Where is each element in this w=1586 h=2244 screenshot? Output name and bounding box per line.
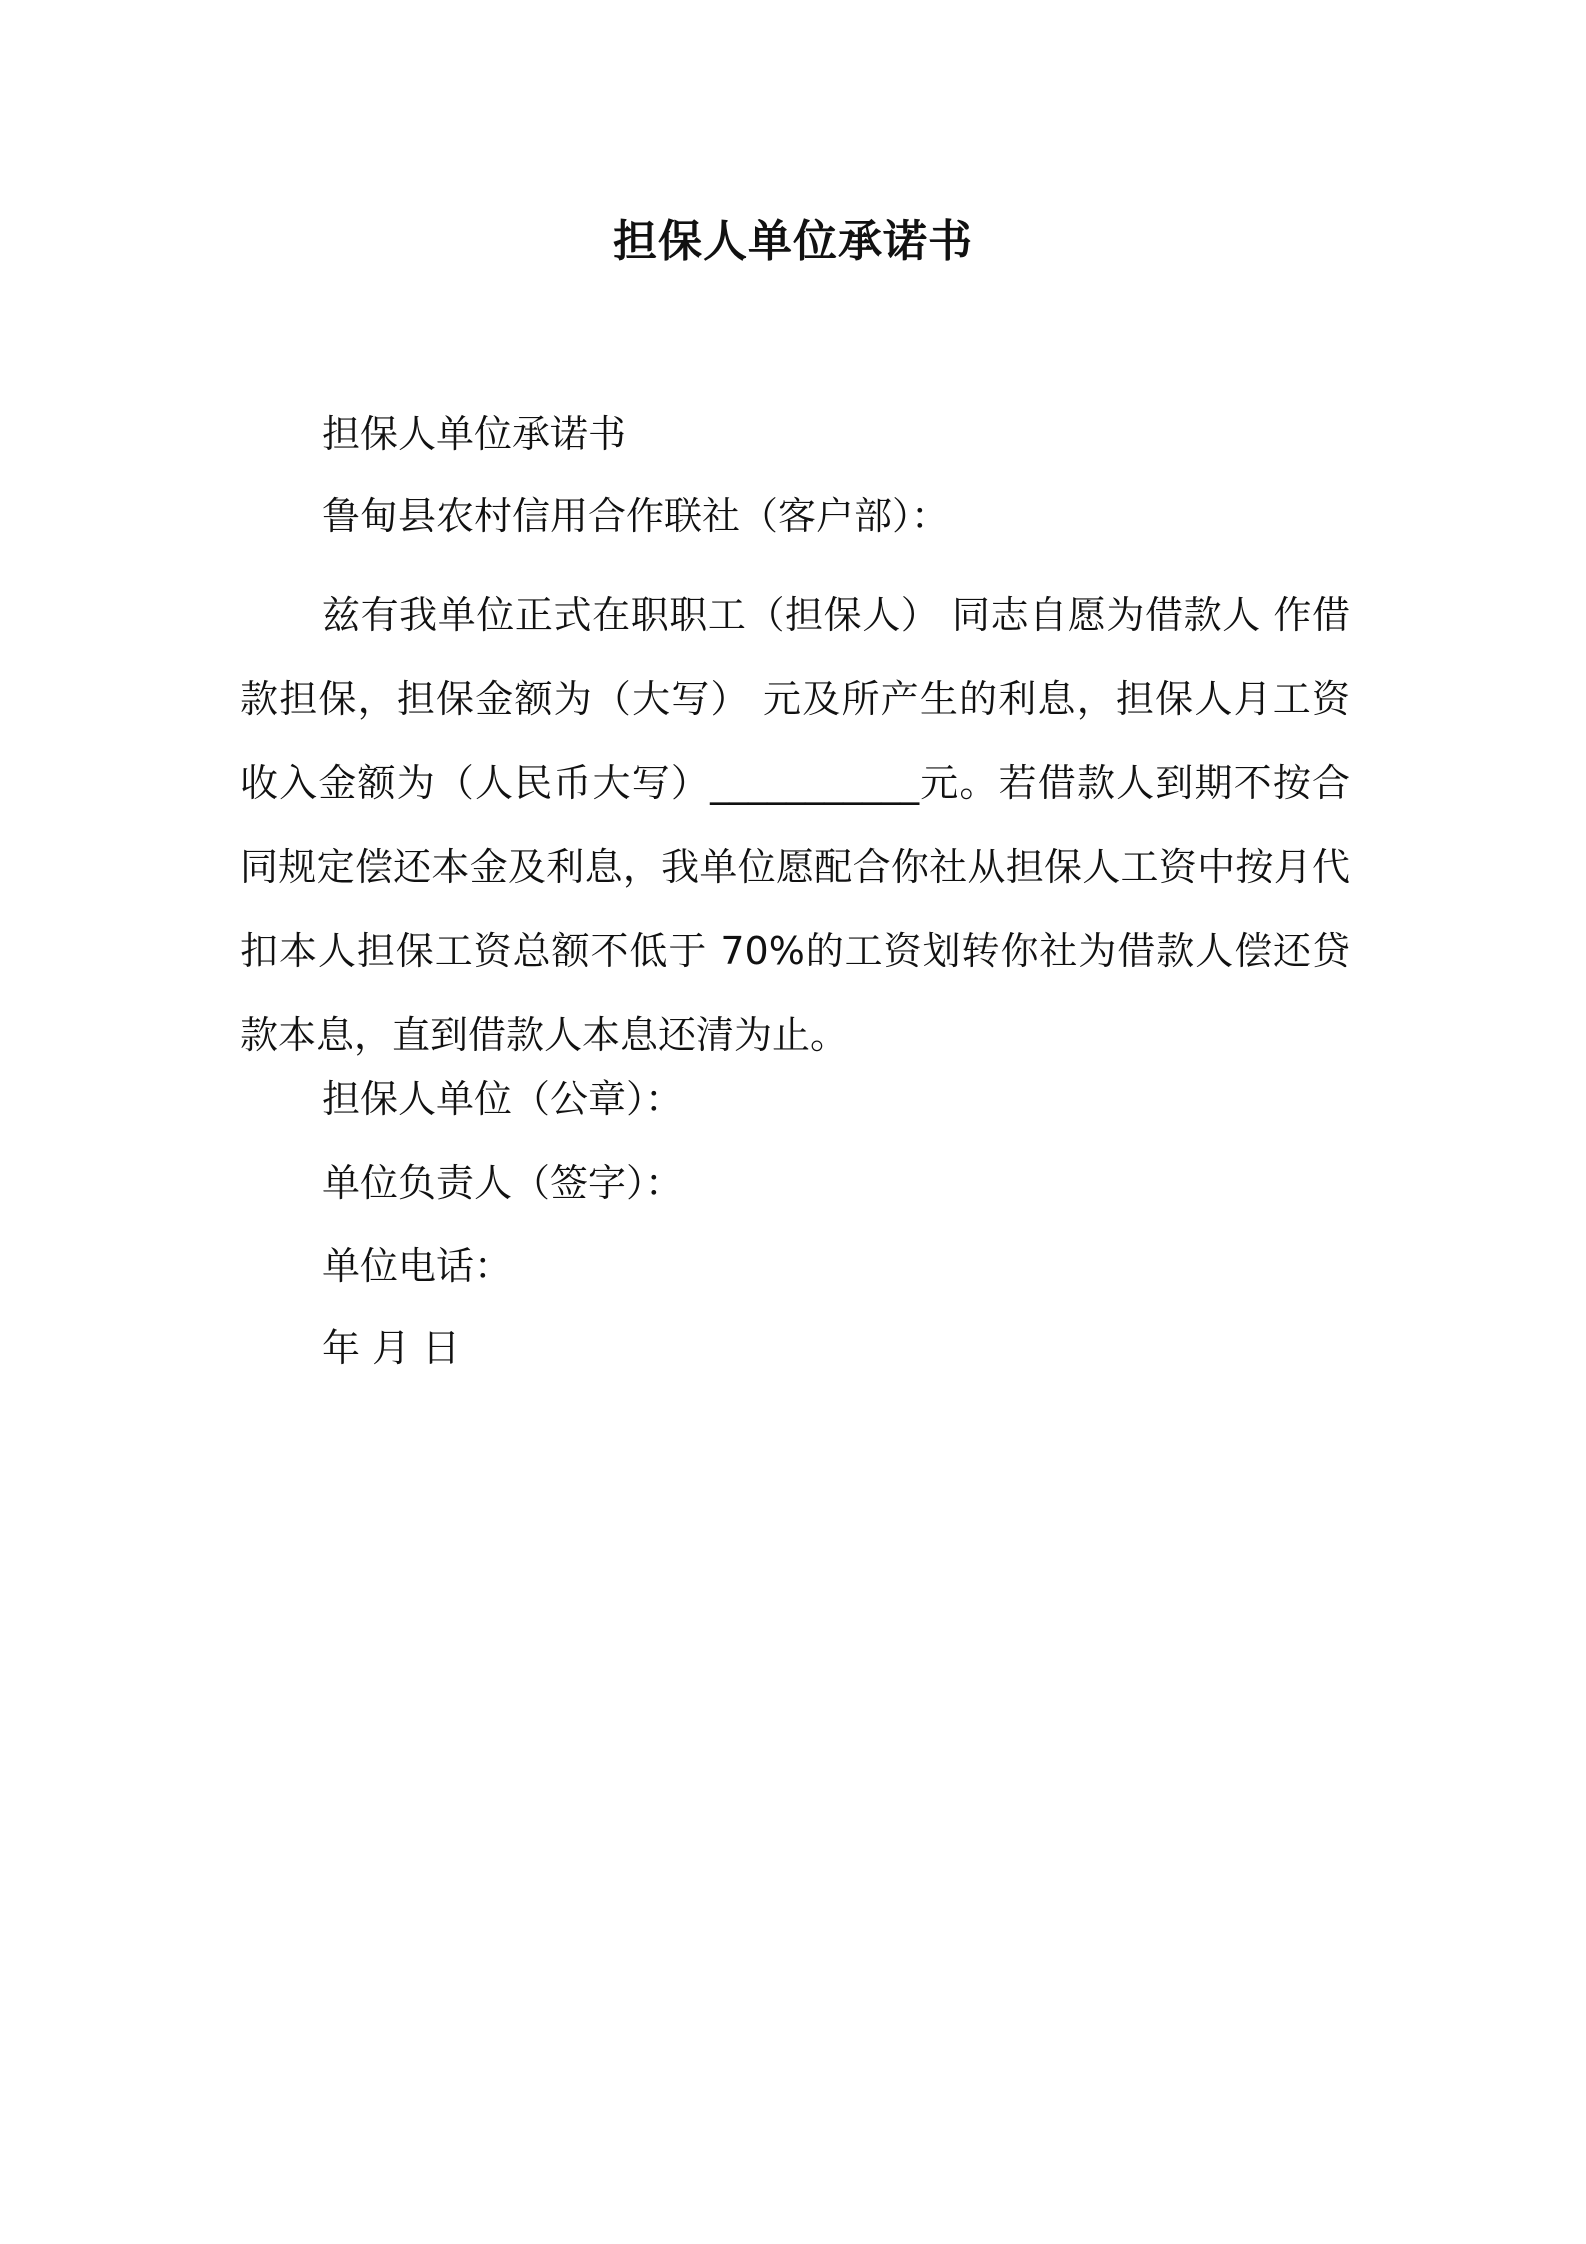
- unit-seal-field: 担保人单位（公章）：: [322, 1077, 684, 1121]
- date-field: 年 月 日: [322, 1326, 461, 1370]
- document-subtitle: 担保人单位承诺书: [322, 412, 627, 456]
- unit-phone-field: 单位电话：: [322, 1244, 513, 1288]
- addressee-line: 鲁甸县农村信用合作联社（客户部）：: [322, 494, 950, 538]
- document-title: 担保人单位承诺书: [613, 216, 973, 267]
- body-paragraph: 兹有我单位正式在职职工（担保人） 同志自愿为借款人 作借款担保，担保金额为（大写） 元及所产生的利息，担保人月工资收入金额为（人民币大写）___________元。若借款人到期不按合同规定偿还本金及利息，我单位愿配合你社从担保人工资中按月代扣本人担保工资总额不低于 70%的工资划转你社为借款人偿还贷款本息，直到借款人本息还清为止。: [240, 593, 1350, 1057]
- responsible-person-field: 单位负责人（签字）：: [322, 1161, 684, 1205]
